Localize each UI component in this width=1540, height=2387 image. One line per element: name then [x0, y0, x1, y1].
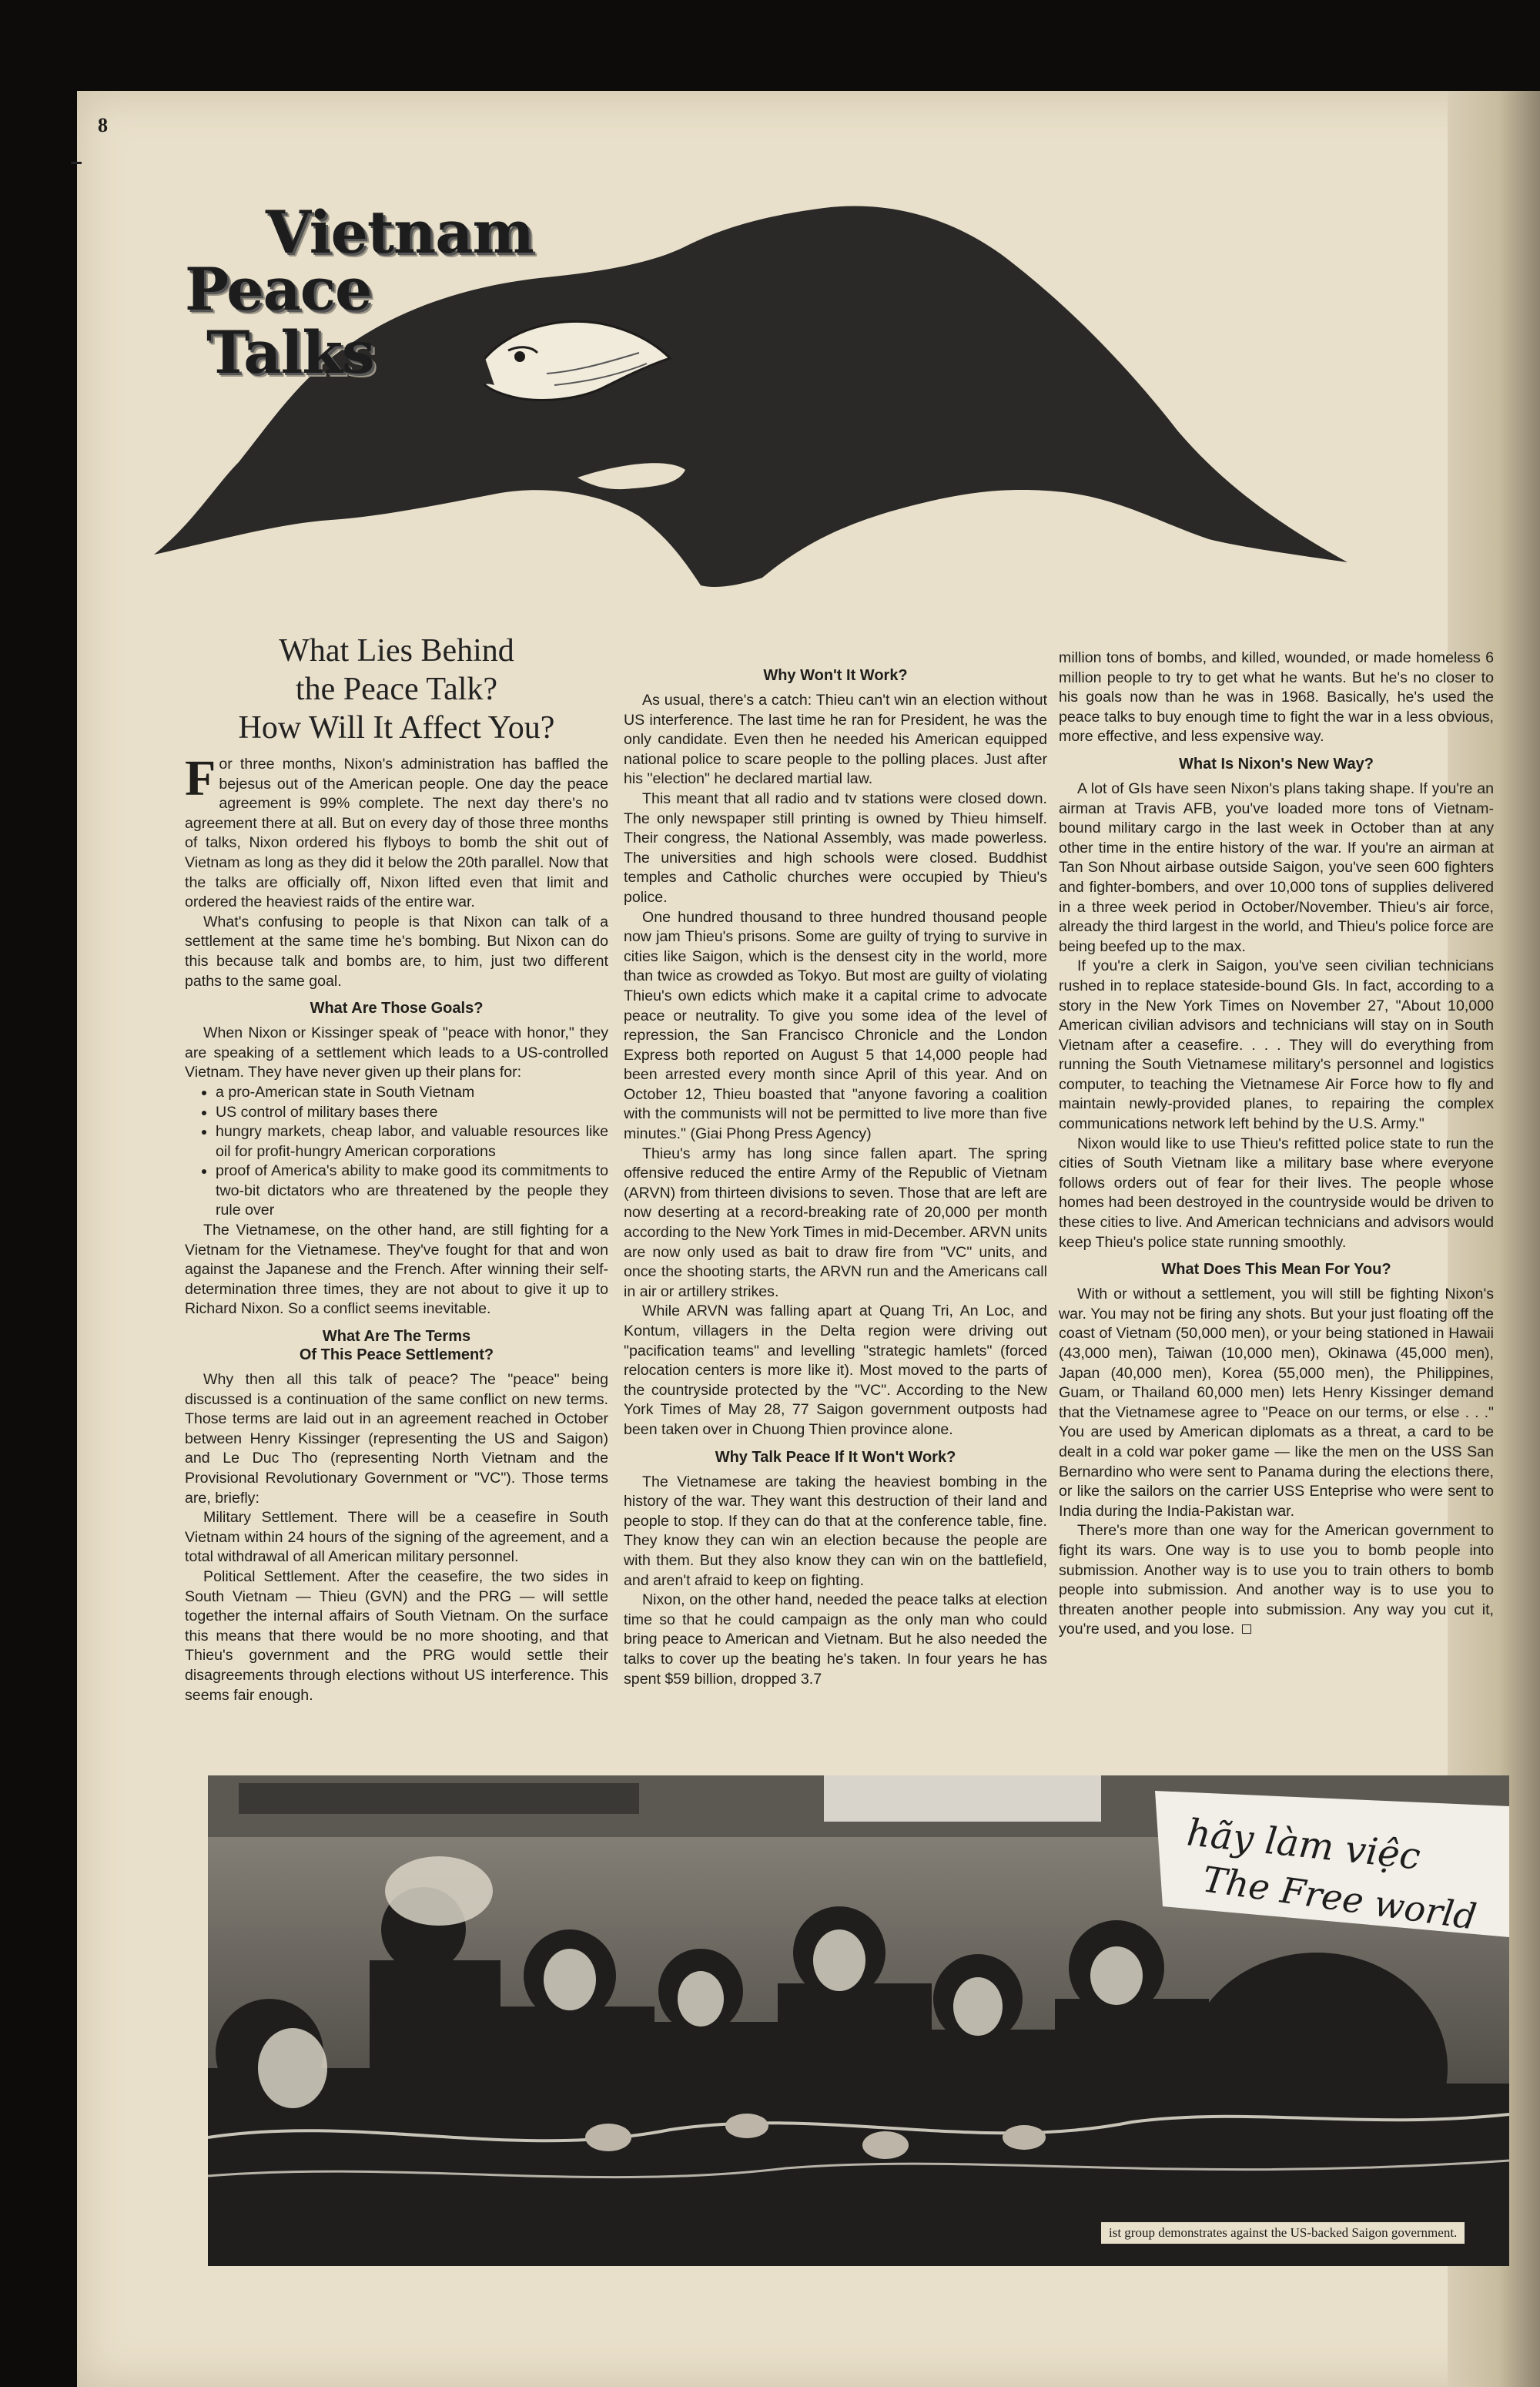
photo-caption: ist group demonstrates against the US-backed Saigon government. — [1101, 2222, 1465, 2244]
paragraph: This meant that all radio and tv stations were closed down. The only newspaper still printing is owned by Thieu himself. Their congress, the National Assembly, was made powerless. The universities and high schools were closed. Buddhist temples and Catholic churches were occupied by Thieu's police. — [624, 790, 1047, 906]
article-headline — [216, 632, 578, 747]
protest-photo — [208, 1775, 1509, 2266]
title-line-3: Talks — [206, 318, 374, 387]
paragraph: Nixon, on the other hand, needed the peace talks at election time so that he could campaign as the only man who could bring peace to American and Vietnam. But he also needed the talks to cover up the beating he's taken. In four years he has spent $59 billion, dropped 3.7 — [624, 1591, 1047, 1688]
column-3 — [1059, 649, 1494, 1640]
column-1 — [185, 750, 608, 1705]
list-item: • proof of America's ability to make good its commitments to two-bit dictators who are threatened by the people they rule over — [216, 1162, 608, 1221]
subheading-what-mean: What Does This Mean For You? — [1161, 1261, 1391, 1279]
headline-line-2: the Peace Talk? — [295, 672, 498, 707]
paragraph: The Vietnamese, on the other hand, are still fighting for a Vietnam for the Vietnamese. They've fought for that and won against the Japanese and the French. After winning their self-determination three times, they are not about to give it up to Richard Nixon. So a conflict seems inevitable. — [185, 1222, 608, 1318]
paragraph: What's confusing to people is that Nixon can talk of a settlement at the same time he's bombing. But Nixon can do this because talk and bombs are, to him, just two different paths to the same goal. — [185, 913, 608, 990]
paragraph: One hundred thousand to three hundred thousand people now jam Thieu's prisons. Some are guilty of trying to survive in cities like Saigon, which is the densest city in the world, more than twice as crowded as Tokyo. But most are guilty of violating Thieu's own edicts which make it a capital crime to advocate peace or neutrality. To give you some idea of the level of repression, the San Francisco Chronicle and the London Express both reported on August 5 that 14,000 people had been arrested every month since April of this year. And on October 12, Thieu boasted that "anyone favoring a coalition with the communists will not be permitted to live more than five minutes." (Giai Phong Press Agency) — [624, 908, 1047, 1143]
subheading-new-way: What Is Nixon's New Way? — [1179, 755, 1374, 773]
banner-text-1: hãy làm việc — [1184, 1811, 1423, 1879]
paragraph: If you're a clerk in Saigon, you've seen civilian technicians rushed in to replace stateside-bound GIs. In fact, according to a story in the New York Times on November 27, "About 10,000 American civilian advisors and technicians will stay on in South Vietnam after a ceasefire. . . . They will do everything from running the South Vietnamese military's personnel and logistics computer, to teaching the Vietnamese Air Force how to fly and maintain newly-provided planes, to repairing the complex communications network left behind by the U.S. Army." — [1059, 957, 1494, 1133]
paragraph: The Vietnamese are taking the heaviest bombing in the history of the war. They want this destruction of their land and people to stop. If they can do that at the conference table, fine. They know they can win an election because the people are with them. But they also know they can win on the battlefield, and aren't afraid to keep on fighting. — [624, 1473, 1047, 1589]
photo-artwork — [208, 1775, 1509, 2266]
paragraph: With or without a settlement, you will still be fighting Nixon's war. You may not be firing any shots. But your just floating off the coast of Vietnam (50,000 men), or your being stationed in Hawaii (43,000 men), Taiwan (10,000 men), Okinawa (45,000 men), Japan (40,000 men), Korea (55,000 men), the Philippines, Guam, or Thailand 60,000 men) lets Henry Kissinger demand that the Vietnamese agree to "Peace on our terms, or else . . ." You are used by American diplomats as a threat, a card to be dealt in a cold war poker game — like the men on the USS San Bernardino who were sent to Panama during the elections there, or like the sailors on the carrier USS Enteprise who were sent to India during the India-Pakistan war. — [1059, 1286, 1494, 1520]
goals-list — [185, 1083, 608, 1221]
paragraph: Thieu's army has long since fallen apart. The spring offensive reduced the entire Army of the Republic of Vietnam (ARVN) from thirteen divisions to seven. Those that are left are now deserting at a record-breaking rate of 20,000 per month according to the New York Times in mid-December. ARVN units are now only used as bait to draw fire from "VC" units, and once the shooting starts, the ARVN run and the Americans call in air or artillery strikes. — [624, 1145, 1047, 1300]
paragraph: Why then all this talk of peace? The "peace" being discussed is a continuation of the same conflict on new terms. Those terms are laid out in an agreement reached in October between Henry Kissinger (representing the US and Saigon) and Le Duc Tho (representing North Vietnam and the Provisional Revolutionary Government or "VC"). Those terms are, briefly: — [185, 1371, 608, 1507]
paragraph: Political Settlement. After the ceasefire, the two sides in South Vietnam — Thieu (GVN) and the PRG — will settle together the internal affairs of South Vietnam. On the surface this means that there would be no more shooting, and that Thieu's government and the PRG would settle their disagreements through elections without US interference. This seems fair enough. — [185, 1567, 608, 1704]
paragraph: Military Settlement. There will be a ceasefire in South Vietnam within 24 hours of the signing of the agreement, and a total withdrawal of all American military personnel. — [185, 1509, 608, 1566]
paragraph: When Nixon or Kissinger speak of "peace with honor," they are speaking of a settlement which leads to a US-controlled Vietnam. They have never given up their plans for: — [185, 1024, 608, 1081]
title-line-2: Peace — [185, 255, 372, 324]
column-2 — [624, 659, 1047, 1689]
headline-line-1: What Lies Behind — [279, 633, 514, 669]
paragraph: A lot of GIs have seen Nixon's plans taking shape. If you're an airman at Travis AFB, you've loaded more tons of Vietnam-bound military cargo in the last week in October than at any other time in the entire history of the war. If you're an airman at Tan Son Nhout airbase outside Saigon, you've seen 600 fighters and fighter-bombers, and over 10,000 tons of supplies delivered in a three week period in October/November. Thieu's air force, already the third largest in the world, and Thieu's police force are being beefed up to the max. — [1059, 779, 1494, 955]
banner-text-2: The Free world — [1200, 1858, 1479, 1938]
headline-line-3: How Will It Affect You? — [238, 710, 555, 746]
subheading-why-wont-work: Why Won't It Work? — [763, 667, 908, 684]
list-item: • US control of military bases there — [216, 1103, 608, 1123]
drop-cap: F — [185, 750, 216, 806]
eagle-eye — [514, 351, 525, 362]
end-mark-icon — [1242, 1624, 1251, 1634]
page-number: 8 — [98, 114, 108, 136]
paragraph: million tons of bombs, and killed, wounded, or made homeless 6 million people to try to get what he wants. But he's no closer to his goals now than he was in 1968. Basically, he's used the peace talks to buy enough time to fight the war in a less obvious, more effective, and less expensive way. — [1059, 649, 1494, 746]
subheading-terms: What Are The Terms Of This Peace Settlement? — [299, 1328, 494, 1364]
paragraph: As usual, there's a catch: Thieu can't win an election without US interference. The last time he ran for President, he was the only candidate. Even then he needed his American equipped national police to scare people to the polling places. Just after his "election" he declared martial law. — [624, 692, 1047, 788]
subheading-why-talk-peace: Why Talk Peace If It Won't Work? — [715, 1448, 956, 1466]
corner-mark — [71, 162, 82, 164]
list-item: • hungry markets, cheap labor, and valuable resources like oil for profit-hungry American corporations — [216, 1122, 608, 1162]
subheading-goals: What Are Those Goals? — [310, 1000, 484, 1017]
title-line-1: Vietnam — [266, 198, 534, 267]
paragraph: For three months, Nixon's administration has baffled the bejesus out of the American people. One day the peace agreement is 99% complete. The next day there's no agreement there at all. But on every day of those three months of talks, Nixon ordered his flyboys to bomb the shit out of Vietnam as long as they did it below the 20th parallel. Now that the talks are officially off, Nixon lifted even that limit and ordered the heaviest raids of the entire war. — [185, 750, 608, 911]
paragraph: There's more than one way for the American government to fight its wars. One way is to use you to bomb people into submission. Another way is to use you to train others to bomb people into submission. And another way is to use you to threaten another people into submission. Any way you cut it, you're used, and you lose. — [1059, 1522, 1494, 1638]
paragraph: While ARVN was falling apart at Quang Tri, An Loc, and Kontum, villagers in the Delta region were driving out "pacification teams" and levelling "strategic hamlets" (forced relocation centers is more like it). Most moved to the parts of the countryside protected by the "VC". According to the New York Times of May 28, 77 Saigon government outposts had been taken over in Chuong Thien province alone. — [624, 1302, 1047, 1438]
paragraph: Nixon would like to use Thieu's refitted police state to run the cities of South Vietnam like a military base where everyone follows orders out of fear for their lives. The people whose homes had been destroyed in the countryside would be driven to these cities to live. And American technicians and advisors would keep Thieu's police state running smoothly. — [1059, 1135, 1494, 1251]
list-item: • a pro-American state in South Vietnam — [216, 1083, 608, 1103]
